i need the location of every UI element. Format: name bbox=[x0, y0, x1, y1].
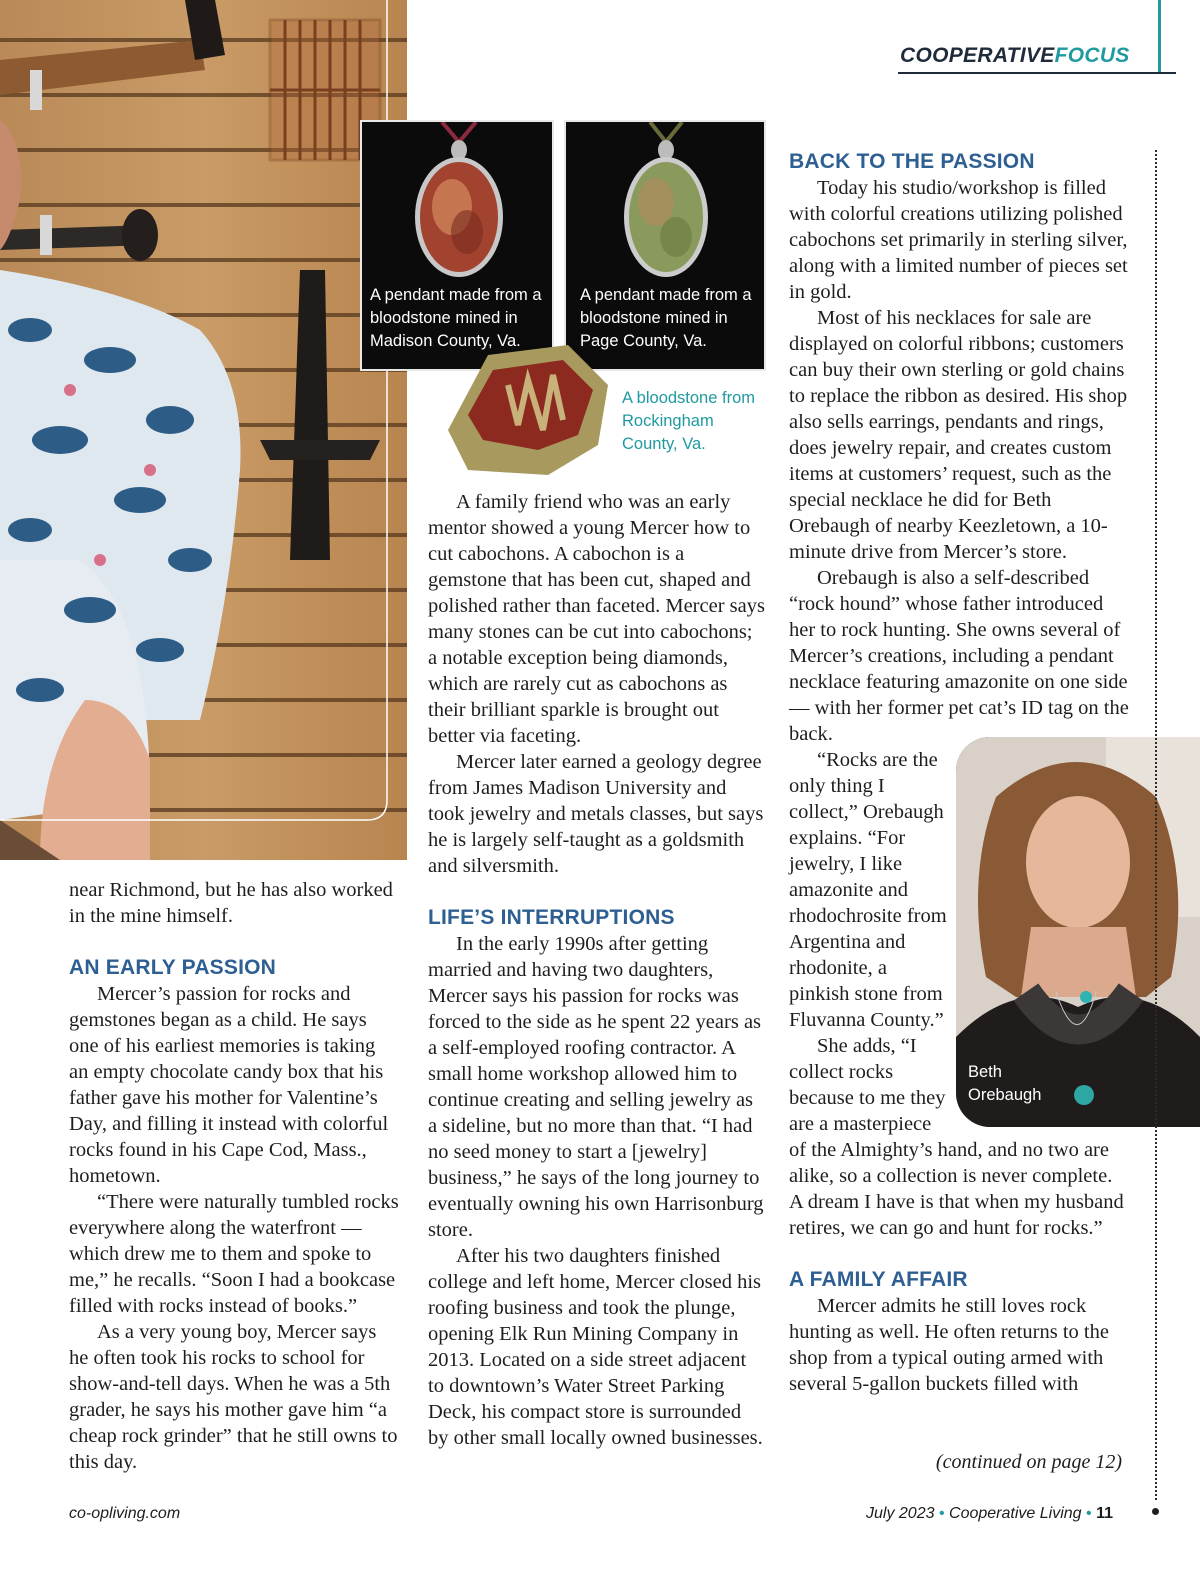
caption-bloodstone-rockingham: A bloodstone from Rockingham County, Va. bbox=[622, 389, 755, 453]
section-tag-word-1: COOPERATIVE bbox=[900, 44, 1055, 67]
column-1 bbox=[69, 877, 399, 1475]
beth-wrap-zone bbox=[789, 747, 1129, 1241]
bloodstone-photo bbox=[448, 345, 618, 480]
paragraph: Mercer’s passion for rocks and gemstones began as a child. He says one of his earliest memories is taking an empty chocolate candy box that his father gave his mother for Valentine’s Day, and filling it instead with colorful rocks found in his Cape Cod, Mass., hometown. bbox=[69, 983, 389, 1187]
pendant-photo-madison bbox=[360, 120, 554, 371]
paragraph: She adds, “I collect rocks because to me they are a masterpiece of the Almighty’s hand, and no two are alike, so a collection is never complete. A dream I have is that when my husband retires, we can go and hunt for rocks.” bbox=[789, 1035, 1124, 1239]
paragraph: Today his studio/workshop is filled with colorful creations utilizing polished cabochons set primarily in sterling silver, along with a limited number of pieces set in gold. bbox=[789, 177, 1128, 303]
spacer bbox=[428, 879, 766, 905]
footer-magazine: Cooperative Living bbox=[949, 1505, 1082, 1522]
paragraph: As a very young boy, Mercer says he often took his rocks to school for show-and-tell days. When he was a 5th grader, he says his mother gave him “a cheap rock grinder” that he still owns to this day. bbox=[69, 1321, 398, 1473]
continued-note: (continued on page 12) bbox=[935, 1451, 1122, 1473]
column-2 bbox=[428, 489, 766, 1451]
header-accent-bar bbox=[1158, 0, 1161, 74]
footer-issue bbox=[866, 1505, 1113, 1523]
paragraph: “Rocks are the only thing I collect,” Orebaugh explains. “For jewelry, I like amazonite and rhodochrosite from Argentina and rhodonite, a pinkish stone from Fluvanna County.” bbox=[789, 749, 947, 1031]
paragraph: Orebaugh is also a self-described “rock hound” whose father introduced her to rock hunting. She owns several of Mercer’s creations, including a pendant necklace featuring amazonite on one side — with her former pet cat’s ID tag on the back. bbox=[789, 567, 1129, 745]
paragraph: After his two daughters finished college and left home, Mercer closed his roofing business and took the plunge, opening Elk Run Mining Company in 2013. Located on a side street adjacent to downtown’s Water Street Parking Deck, his compact store is surrounded by other small locally owned businesses. bbox=[428, 1245, 763, 1449]
heading-an-early-passion: AN EARLY PASSION bbox=[69, 956, 277, 979]
footer-date: July 2023 bbox=[866, 1505, 935, 1522]
paragraph: Mercer later earned a geology degree from James Madison University and took jewelry and metals classes, but says he is largely self-taught as a goldsmith and silversmith. bbox=[428, 751, 764, 877]
paragraph: In the early 1990s after getting married and having two daughters, Mercer says his passion for rocks was forced to the side as he spent 22 years as a self-employed roofing contractor. A small home workshop allowed him to continue creating and selling jewelry as a sideline, but no more than that. “I had no seed money to start a [jewelry] business,” he says of the long journey to eventually owning his own Harrisonburg store. bbox=[428, 933, 764, 1241]
paragraph: near Richmond, but he has also worked in the mine himself. bbox=[69, 879, 393, 927]
spacer bbox=[69, 929, 399, 955]
footer-bullet bbox=[1152, 1508, 1159, 1515]
caption-beth-orebaugh: Beth Orebaugh bbox=[968, 1063, 1042, 1104]
heading-back-to-the-passion: BACK TO THE PASSION bbox=[789, 150, 1035, 173]
section-tag-word-2: FOCUS bbox=[1054, 44, 1130, 67]
caption-pendant-page: A pendant made from a bloodstone mined in Page County, Va. bbox=[580, 286, 752, 350]
spacer bbox=[789, 1241, 1129, 1267]
pendant-photo-page bbox=[564, 120, 766, 371]
column-dotted-rule bbox=[1155, 150, 1157, 1500]
paragraph: “There were naturally tumbled rocks everywhere along the waterfront — which drew me to them and spoke to me,” he recalls. “Soon I had a bookcase filled with rocks instead of books.” bbox=[69, 1191, 399, 1317]
header-rule bbox=[898, 72, 1176, 74]
wrap-float bbox=[949, 747, 1129, 1119]
paragraph: Mercer admits he still loves rock hunting as well. He often returns to the shop from a typical outing armed with several 5-gallon buckets filled with bbox=[789, 1295, 1109, 1395]
footer-separator-dot: • bbox=[1086, 1505, 1092, 1522]
footer-page-number: 11 bbox=[1096, 1505, 1113, 1522]
mercer-shop-photo bbox=[0, 0, 407, 860]
section-tag bbox=[900, 44, 1130, 68]
heading-lifes-interruptions: LIFE’S INTERRUPTIONS bbox=[428, 906, 675, 929]
paragraph: Most of his necklaces for sale are displayed on colorful ribbons; customers can buy their own sterling or gold chains to replace the ribbon as desired. His shop also sells earrings, pendants and rings, does jewelry repair, and creates custom items at customers’ request, such as the special necklace he did for Beth Orebaugh of nearby Keezletown, a 10-minute drive from Mercer’s store. bbox=[789, 307, 1128, 563]
footer-site[interactable]: co-opliving.com bbox=[69, 1505, 181, 1522]
column-3 bbox=[789, 149, 1129, 1397]
heading-a-family-affair: A FAMILY AFFAIR bbox=[789, 1268, 968, 1291]
footer-separator-dot: • bbox=[938, 1505, 945, 1522]
paragraph: A family friend who was an early mentor showed a young Mercer how to cut cabochons. A cabochon is a gemstone that has been cut, shaped and polished rather than faceted. Mercer says many stones can be cut into cabochons; a notable exception being diamonds, which are rarely cut as cabochons as their brilliant sparkle is brought out better via faceting. bbox=[428, 491, 765, 747]
caption-pendant-madison: A pendant made from a bloodstone mined in Madison County, Va. bbox=[370, 286, 542, 350]
